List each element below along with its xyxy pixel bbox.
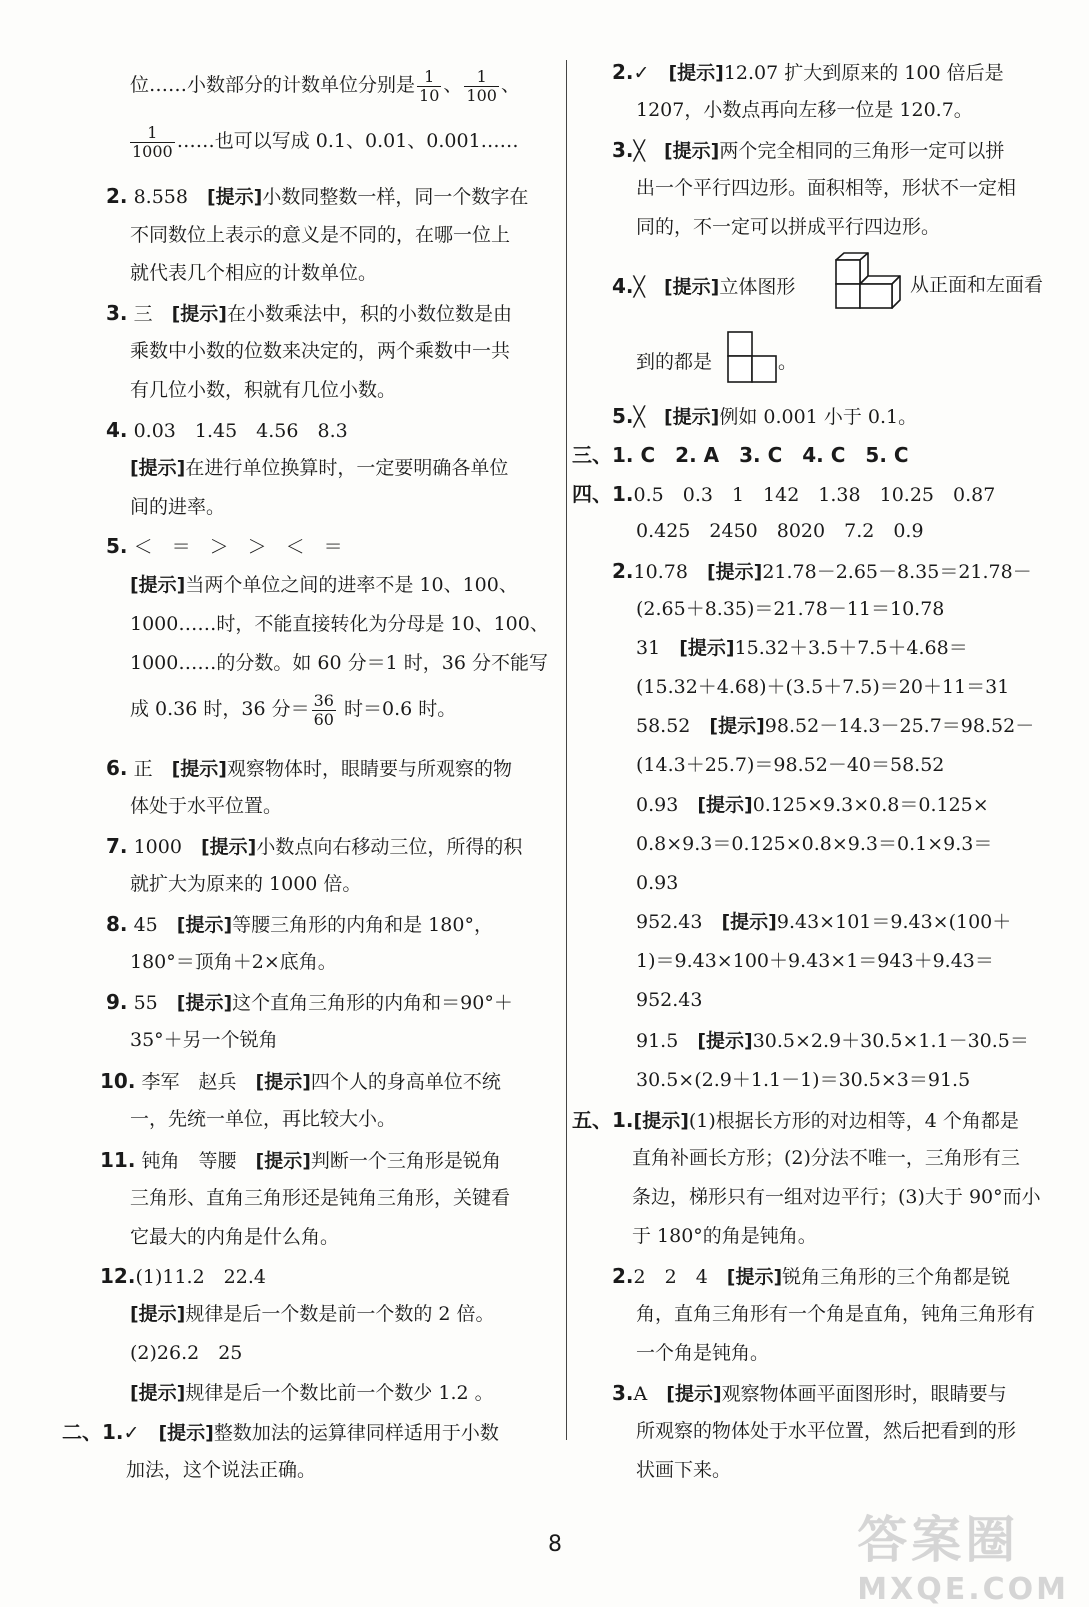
p1-line2: $\frac{1}{1000}$ ……也可以写成 0.1、0.01、0.001…… [132, 123, 519, 161]
r3-line1: 3.╳ [提示]两个完全相同的三角形一定可以拼 [612, 138, 1005, 162]
q9-line1: 9. 55 [提示]这个直角三角形的内角和＝90°＋ [106, 990, 513, 1014]
s2-line1: 二、1.✓ [提示]整数加法的运算律同样适用于小数 [62, 1420, 499, 1444]
q2-line2: 不同数位上表示的意义是不同的，在哪一位上 [130, 224, 511, 246]
r4-line1b: 从正面和左面看 [910, 274, 1044, 296]
s4-2-line2: (2.65＋8.35)＝21.78－11＝10.78 [636, 598, 945, 620]
q2-line1: 2. 8.558 [提示]小数同整数一样，同一个数字在 [106, 184, 529, 208]
q5-line1: 5. ＜ ＝ ＞ ＞ ＜ ＝ [106, 534, 343, 558]
cube-solid-figure [830, 250, 906, 318]
q10-line2: 一，先统一单位，再比较大小。 [130, 1108, 397, 1130]
q4-line2: [提示]在进行单位换算时，一定要明确各单位 [130, 457, 509, 479]
s5-line3: 条边，梯形只有一组对边平行；(3)大于 90°而小 [632, 1186, 1041, 1208]
q11-line3: 它最大的内角是什么角。 [130, 1226, 340, 1248]
r3-line2: 出一个平行四边形。面积相等，形状不一定相 [636, 177, 1017, 199]
watermark-logo [857, 1500, 1069, 1607]
s4-4-line1: 58.52 [提示]98.52－14.3－25.7＝98.52－ [636, 715, 1035, 737]
q11-line1: 11. 钝角 等腰 [提示]判断一个三角形是锐角 [100, 1148, 501, 1172]
q11-line2: 三角形、直角三角形还是钝角三角形，关键看 [130, 1187, 511, 1209]
q2-line3: 就代表几个相应的计数单位。 [130, 262, 378, 284]
fraction-1-100: $\frac{1}{100}$ [466, 67, 497, 105]
q4-line1: 4. 0.03 1.45 4.56 8.3 [106, 418, 348, 442]
q7-line2: 就扩大为原来的 1000 倍。 [130, 873, 362, 895]
q3-line1: 3. 三 [提示]在小数乘法中，积的小数位数是由 [106, 301, 512, 325]
r4-line1: 4.╳ [提示]立体图形 [612, 274, 796, 298]
s4-3-line2: (15.32＋4.68)＋(3.5＋7.5)＝20＋11＝31 [636, 676, 1010, 698]
s5-2-line2: 角，直角三角形有一个角是直角，钝角三角形有 [636, 1303, 1036, 1325]
s5-line1: 五、1.[提示](1)根据长方形的对边相等，4 个角都是 [572, 1108, 1019, 1132]
q6-line1: 6. 正 [提示]观察物体时，眼睛要与所观察的物 [106, 756, 512, 780]
view-figure [726, 330, 780, 386]
q10-line1: 10. 李军 赵兵 [提示]四个人的身高单位不统 [100, 1069, 501, 1093]
r4-line2b: 。 [778, 351, 798, 373]
s4-3-line1: 31 [提示]15.32＋3.5＋7.5＋4.68＝ [636, 637, 968, 659]
q5-line4: 1000……的分数。如 60 分＝1 时，36 分不能写 [130, 652, 548, 674]
s4-2-line1: 2.10.78 [提示]21.78－2.65－8.35＝21.78－ [612, 559, 1032, 583]
q5-line5: 成 0.36 时，36 分＝ $\frac{36}{60}$ 时＝0.6 时。 [130, 691, 457, 729]
s4-6-line1: 952.43 [提示]9.43×101＝9.43×(100＋ [636, 911, 1012, 933]
q5-line2: [提示]当两个单位之间的进率不是 10、100、 [130, 574, 518, 596]
watermark-bottom: MXQE.COM [857, 1572, 1069, 1607]
r3-line3: 同的，不一定可以拼成平行四边形。 [636, 216, 941, 238]
s5-3-line2: 所观察的物体处于水平位置，然后把看到的形 [636, 1420, 1017, 1442]
p1-line1: 位……小数部分的计数单位分别是 $\frac{1}{10}$ 、 $\frac{1}{100}$ 、 [130, 67, 520, 105]
s2-line2: 加法，这个说法正确。 [126, 1459, 317, 1481]
s4-5-line1: 0.93 [提示]0.125×9.3×0.8＝0.125× [636, 794, 989, 816]
s4-6-line3: 952.43 [636, 989, 703, 1011]
r2-line2: 1207，小数点再向左移一位是 120.7。 [636, 99, 973, 121]
r4-line2: 到的都是 [636, 351, 713, 373]
s3-answers: 三、1. C 2. A 3. C 4. C 5. C [572, 443, 909, 467]
r5-line1: 5.╳ [提示]例如 0.001 小于 0.1。 [612, 404, 918, 428]
q6-line2: 体处于水平位置。 [130, 795, 283, 817]
s5-3-line1: 3.A [提示]观察物体画平面图形时，眼睛要与 [612, 1381, 1007, 1405]
fraction-1-10: $\frac{1}{10}$ [419, 67, 440, 105]
watermark-top: 答案圈 [857, 1511, 1020, 1569]
q12-line4: [提示]规律是后一个数比前一个数少 1.2 。 [130, 1382, 494, 1404]
s5-3-line3: 状画下来。 [636, 1459, 732, 1481]
s5-2-line3: 一个角是钝角。 [636, 1342, 770, 1364]
s4-line2: 0.425 2450 8020 7.2 0.9 [636, 520, 924, 542]
column-divider [566, 60, 567, 1440]
s5-line4: 于 180°的角是钝角。 [632, 1225, 817, 1247]
fraction-1-1000: $\frac{1}{1000}$ [132, 123, 173, 161]
q5-line3: 1000……时，不能直接转化为分母是 10、100、 [130, 613, 549, 635]
s4-7-line2: 30.5×(2.9＋1.1－1)＝30.5×3＝91.5 [636, 1069, 971, 1091]
q8-line1: 8. 45 [提示]等腰三角形的内角和是 180°， [106, 912, 493, 936]
q12-line2: [提示]规律是后一个数是前一个数的 2 倍。 [130, 1303, 495, 1325]
q4-line3: 间的进率。 [130, 496, 226, 518]
q8-line2: 180°＝顶角＋2×底角。 [130, 951, 337, 973]
q12-line1: 12.(1)11.2 22.4 [100, 1264, 266, 1288]
s4-4-line2: (14.3＋25.7)＝98.52－40＝58.52 [636, 754, 945, 776]
s4-7-line1: 91.5 [提示]30.5×2.9＋30.5×1.1－30.5＝ [636, 1030, 1029, 1052]
s5-2-line1: 2.2 2 4 [提示]锐角三角形的三个角都是锐 [612, 1264, 1011, 1288]
q7-line1: 7. 1000 [提示]小数点向右移动三位，所得的积 [106, 834, 523, 858]
q12-line3: (2)26.2 25 [130, 1342, 243, 1364]
page-number: 8 [548, 1532, 562, 1557]
s4-5-line3: 0.93 [636, 872, 679, 894]
q3-line2: 乘数中小数的位数来决定的，两个乘数中一共 [130, 340, 511, 362]
s4-5-line2: 0.8×9.3＝0.125×0.8×9.3＝0.1×9.3＝ [636, 833, 993, 855]
s4-6-line2: 1)＝9.43×100＋9.43×1＝943＋9.43＝ [636, 950, 994, 972]
s5-line2: 直角补画长方形；(2)分法不唯一，三角形有三 [632, 1147, 1020, 1169]
s4-line1: 四、1.0.5 0.3 1 142 1.38 10.25 0.87 [572, 482, 996, 506]
q9-line2: 35°＋另一个锐角 [130, 1029, 278, 1051]
q3-line3: 有几位小数，积就有几位小数。 [130, 379, 397, 401]
r2-line1: 2.✓ [提示]12.07 扩大到原来的 100 倍后是 [612, 60, 1004, 84]
fraction-36-60: $\frac{36}{60}$ [313, 691, 334, 729]
